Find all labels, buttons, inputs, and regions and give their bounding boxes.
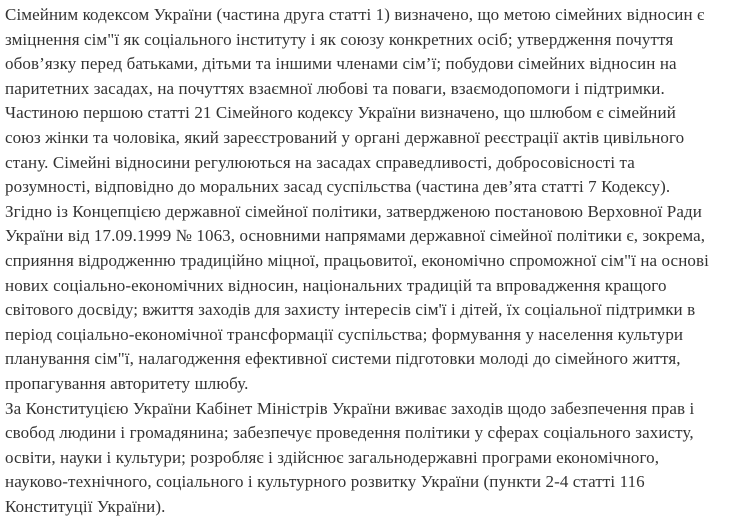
text-line: освіти, науки і культури; розробляє і здійснює загальнодержавні програми економічного, xyxy=(5,446,747,471)
text-line: стану. Сімейні відносини регулюються на засадах справедливості, добросовісності та xyxy=(5,151,747,176)
text-line: сприяння відродженню традиційно міцної, працьовитої, економічно спроможної сім"ї на основі xyxy=(5,249,747,274)
text-line: науково-технічного, соціального і культурного розвитку України (пункти 2-4 статті 116 xyxy=(5,470,747,495)
text-line: паритетних засадах, на почуттях взаємної любові та поваги, взаємодопомоги і підтримки. xyxy=(5,77,747,102)
text-line: нових соціально-економічних відносин, національних традицій та впровадження кращого xyxy=(5,274,747,299)
text-line: обов’язку перед батьками, дітьми та іншими членами сім’ї; побудови сімейних відносин на xyxy=(5,52,747,77)
text-line: період соціально-економічної трансформації суспільства; формування у населення культури xyxy=(5,323,747,348)
text-line: За Конституцією України Кабінет Міністрів України вживає заходів щодо забезпечення прав і xyxy=(5,397,747,422)
text-line: Згідно із Концепцією державної сімейної політики, затвердженою постановою Верховної Ради xyxy=(5,200,747,225)
text-line: України від 17.09.1999 № 1063, основними напрямами державної сімейної політики є, зокрема, xyxy=(5,224,747,249)
paragraph-constitution-cabinet xyxy=(5,397,747,519)
text-line: Частиною першою статті 21 Сімейного кодексу України визначено, що шлюбом є сімейний xyxy=(5,101,747,126)
text-line: Сімейним кодексом України (частина друга статті 1) визначено, що метою сімейних відносин є xyxy=(5,3,747,28)
text-line: свобод людини і громадянина; забезпечує проведення політики у сферах соціального захисту, xyxy=(5,421,747,446)
paragraph-state-family-policy xyxy=(5,200,747,397)
text-line: світового досвіду; вжиття заходів для захисту інтересів сім'ї і дітей, їх соціальної підтримки в xyxy=(5,298,747,323)
text-line: союз жінки та чоловіка, який зареєстрований у органі державної реєстрації актів цивільного xyxy=(5,126,747,151)
paragraph-marriage-definition xyxy=(5,101,747,199)
text-line: планування сім"ї, налагодження ефективної системи підготовки молоді до сімейного життя, xyxy=(5,347,747,372)
text-line: Конституції України). xyxy=(5,495,747,519)
paragraph-family-code-goals xyxy=(5,3,747,101)
text-line: зміцнення сім"ї як соціального інституту і як союзу конкретних осіб; утвердження почуття xyxy=(5,28,747,53)
text-line: пропагування авторитету шлюбу. xyxy=(5,372,747,397)
text-line: розумності, відповідно до моральних засад суспільства (частина дев’ята статті 7 Кодексу). xyxy=(5,175,747,200)
